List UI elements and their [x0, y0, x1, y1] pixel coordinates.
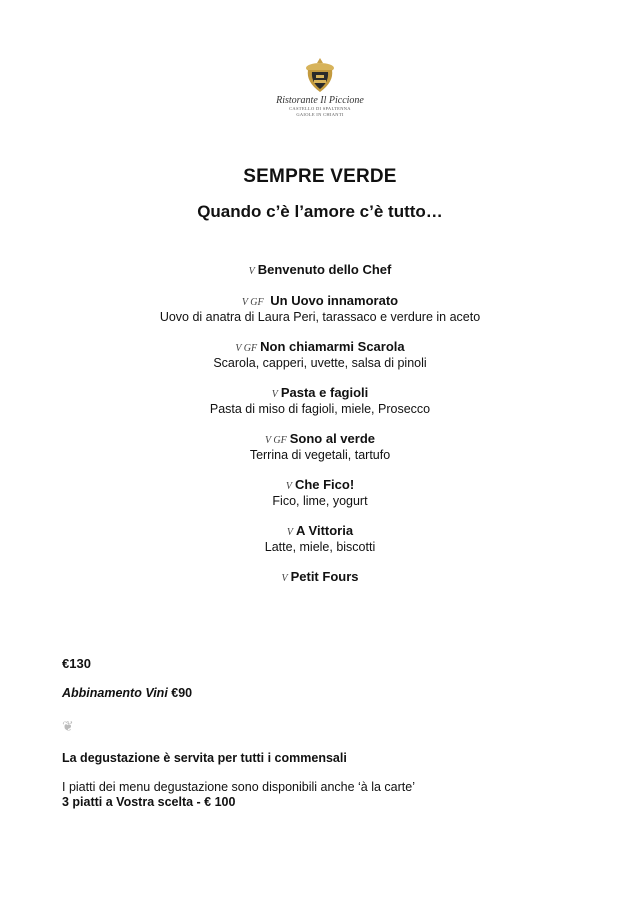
course-item — [0, 385, 640, 418]
course-item — [0, 569, 640, 587]
menu-title: SEMPRE VERDE — [243, 166, 397, 187]
course-description: Latte, miele, biscotti — [264, 540, 376, 554]
logo-line-2: GAIOLE IN CHIANTI — [296, 112, 344, 117]
course-description: Uovo di anatra di Laura Peri, tarassaco e verdure in aceto — [159, 310, 481, 324]
restaurant-crest-icon — [302, 56, 338, 94]
course-description: Fico, lime, yogurt — [272, 494, 368, 508]
course-description: Pasta di miso di fagioli, miele, Prosecco — [209, 402, 431, 416]
course-item — [0, 293, 640, 326]
diet-tag: V GF — [264, 434, 287, 446]
course-description: Terrina di vegetali, tartufo — [249, 448, 391, 462]
menu-price: €130 — [62, 656, 91, 671]
a-la-carte-info — [62, 780, 582, 810]
a-la-carte-offer: 3 piatti a Vostra scelta - € 100 — [62, 795, 236, 809]
course-name: Benvenuto dello Chef — [257, 262, 392, 277]
diet-tag: V — [271, 388, 278, 400]
menu-subtitle: Quando c’è l’amore c’è tutto… — [197, 202, 443, 221]
course-item — [0, 339, 640, 372]
diet-tag: V GF — [241, 296, 264, 308]
course-item — [0, 523, 640, 556]
diet-tag: V — [285, 480, 292, 492]
wine-pairing-label: Abbinamento Vini — [62, 686, 168, 700]
course-name: Un Uovo innamorato — [270, 292, 399, 308]
wine-pairing-price: €90 — [171, 686, 193, 700]
course-name: Pasta e fagioli — [280, 384, 369, 400]
diet-tag: V — [248, 266, 255, 277]
course-list — [0, 262, 640, 599]
course-item — [0, 477, 640, 510]
diet-tag: V — [286, 526, 294, 538]
course-description: Scarola, capperi, uvette, salsa di pinoli — [213, 356, 427, 370]
logo-line-1: CASTELLO DI SPALTENNA — [289, 106, 351, 111]
course-item — [0, 431, 640, 464]
a-la-carte-line: I piatti dei menu degustazione sono disponibili anche ‘à la carte’ — [62, 780, 416, 794]
course-item — [0, 262, 640, 280]
course-name: Petit Fours — [290, 568, 359, 584]
course-name: Che Fico! — [294, 476, 355, 492]
tasting-note: La degustazione è servita per tutti i commensali — [62, 751, 347, 765]
course-name: A Vittoria — [296, 522, 354, 538]
diet-tag: V — [281, 572, 288, 584]
diet-tag: V GF — [235, 342, 258, 354]
ornament-icon: ❦ — [62, 718, 74, 734]
logo-script-name: Ristorante Il Piccione — [276, 95, 364, 106]
course-name: Non chiamarmi Scarola — [260, 338, 405, 354]
course-name: Sono al verde — [289, 430, 375, 446]
restaurant-logo — [0, 56, 640, 118]
wine-pairing — [62, 686, 582, 700]
